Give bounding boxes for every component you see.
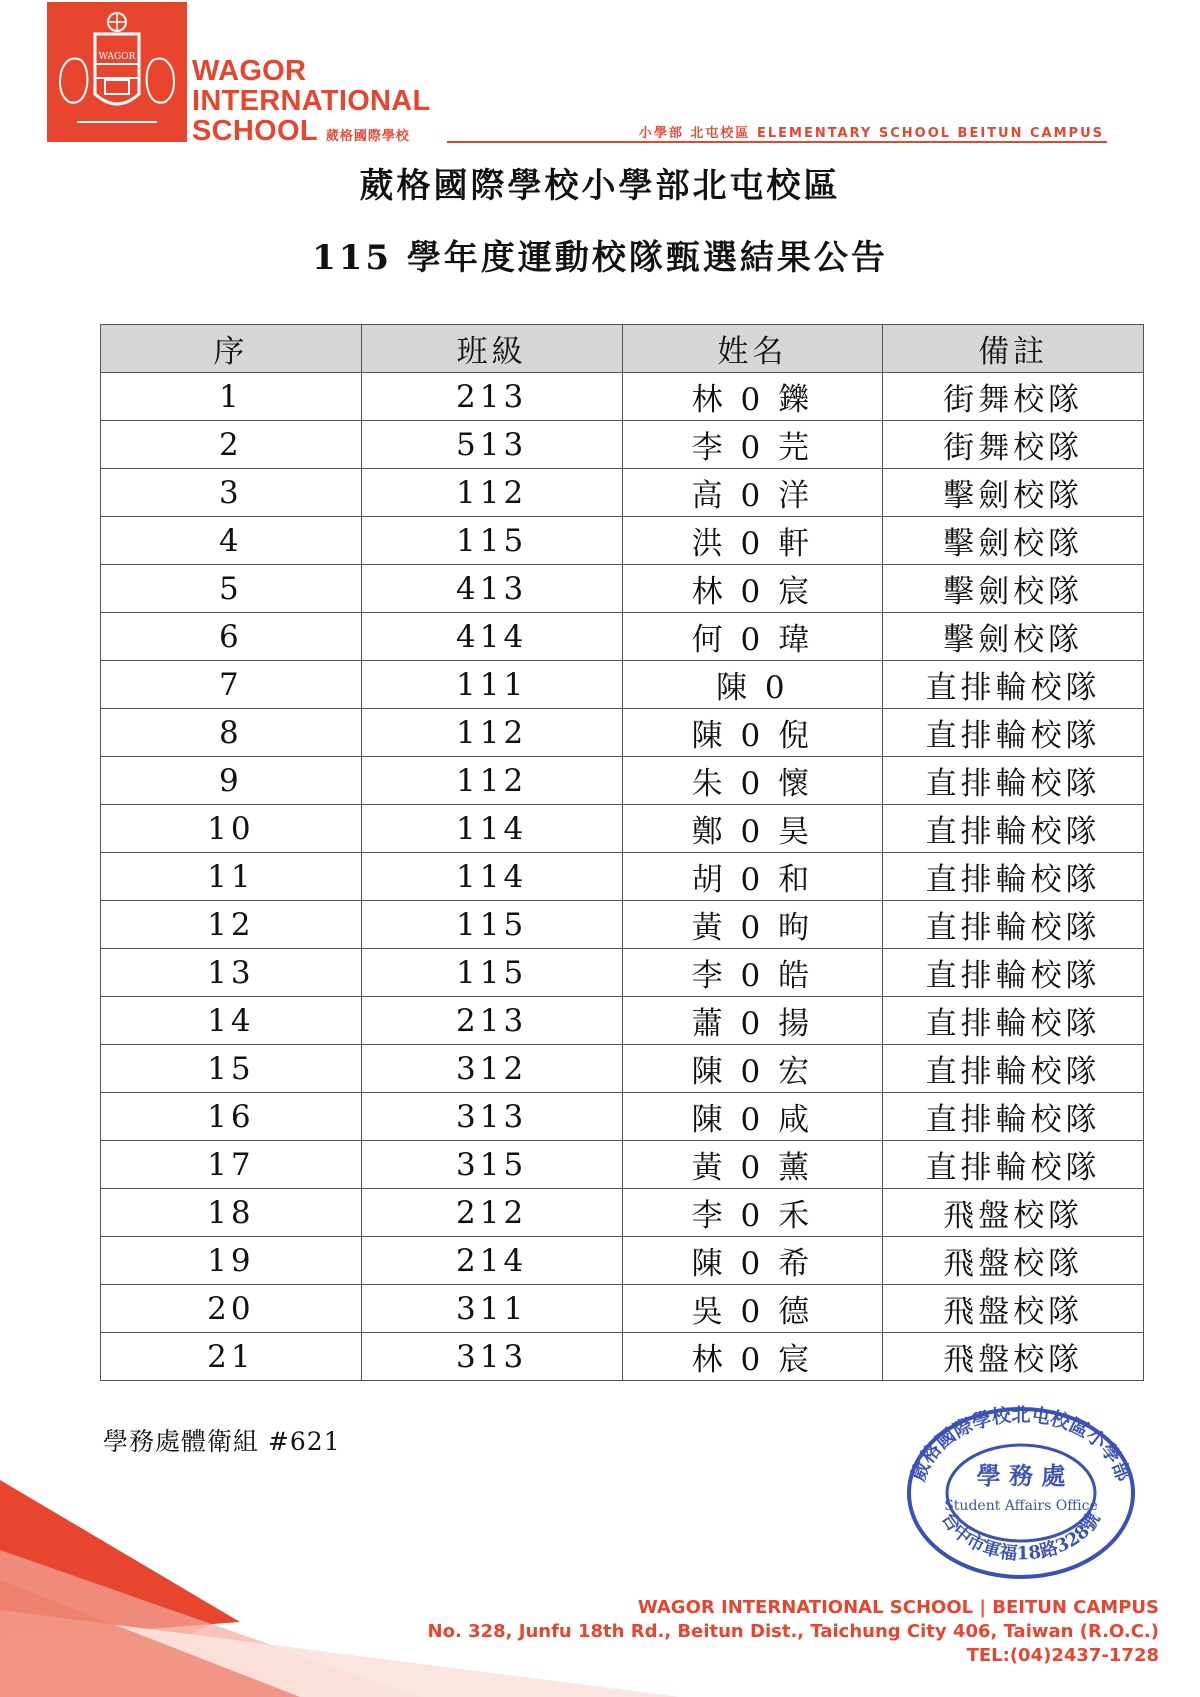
- table-row: [101, 949, 1144, 997]
- cell-seq: 6: [101, 613, 362, 661]
- table-row: [101, 757, 1144, 805]
- cell-seq: 3: [101, 469, 362, 517]
- logo-chinese-name: 葳格國際學校: [325, 128, 410, 143]
- cell-class: 114: [361, 805, 622, 853]
- cell-name: 林 0 宸: [622, 565, 883, 613]
- cell-name: 陳 0 倪: [622, 709, 883, 757]
- table-row: [101, 1333, 1144, 1381]
- cell-remark: 直排輪校隊: [883, 709, 1144, 757]
- cell-name: 黃 0 昫: [622, 901, 883, 949]
- table-body: [101, 373, 1144, 1381]
- table-row: [101, 1141, 1144, 1189]
- cell-remark: 直排輪校隊: [883, 853, 1144, 901]
- cell-seq: 2: [101, 421, 362, 469]
- cell-name: 陳 0 希: [622, 1237, 883, 1285]
- table-row: [101, 1189, 1144, 1237]
- logo-line-1: WAGOR: [192, 55, 307, 87]
- cell-class: 212: [361, 1189, 622, 1237]
- cell-remark: 直排輪校隊: [883, 1093, 1144, 1141]
- table-row: [101, 805, 1144, 853]
- cell-name: 朱 0 懷: [622, 757, 883, 805]
- cell-name: 胡 0 和: [622, 853, 883, 901]
- stamp-ring-text: 葳格國際學校北屯校區小學部: [907, 1404, 1135, 1485]
- results-table: [100, 324, 1144, 1381]
- cell-remark: 飛盤校隊: [883, 1285, 1144, 1333]
- column-header-remark: 備註: [883, 325, 1144, 373]
- cell-remark: 直排輪校隊: [883, 901, 1144, 949]
- cell-remark: 直排輪校隊: [883, 1141, 1144, 1189]
- cell-class: 213: [361, 997, 622, 1045]
- cell-class: 313: [361, 1333, 622, 1381]
- cell-seq: 19: [101, 1237, 362, 1285]
- cell-class: 312: [361, 1045, 622, 1093]
- document-subtitle: 115 學年度運動校隊甄選結果公告: [312, 238, 888, 278]
- cell-name: 洪 0 軒: [622, 517, 883, 565]
- cell-seq: 9: [101, 757, 362, 805]
- table-row: [101, 661, 1144, 709]
- stamp-subtitle: Student Affairs Office: [944, 1498, 1098, 1514]
- cell-name: 李 0 皓: [622, 949, 883, 997]
- column-header-class: 班級: [361, 325, 622, 373]
- cell-seq: 10: [101, 805, 362, 853]
- cell-remark: 擊劍校隊: [883, 469, 1144, 517]
- cell-seq: 16: [101, 1093, 362, 1141]
- cell-name: 陳 0: [622, 661, 883, 709]
- cell-remark: 街舞校隊: [883, 373, 1144, 421]
- table-row: [101, 373, 1144, 421]
- cell-name: 李 0 芫: [622, 421, 883, 469]
- cell-class: 111: [361, 661, 622, 709]
- cell-remark: 擊劍校隊: [883, 565, 1144, 613]
- footer-address-block: [428, 1596, 1159, 1668]
- cell-seq: 12: [101, 901, 362, 949]
- footer-phone: TEL:(04)2437-1728: [966, 1645, 1159, 1666]
- cell-class: 112: [361, 709, 622, 757]
- table-row: [101, 1045, 1144, 1093]
- table-row: [101, 421, 1144, 469]
- cell-seq: 18: [101, 1189, 362, 1237]
- logo-wordmark: [192, 56, 431, 151]
- column-header-name: 姓名: [622, 325, 883, 373]
- cell-name: 吳 0 德: [622, 1285, 883, 1333]
- cell-remark: 直排輪校隊: [883, 949, 1144, 997]
- table-row: [101, 997, 1144, 1045]
- cell-class: 112: [361, 757, 622, 805]
- cell-seq: 4: [101, 517, 362, 565]
- logo-line-3-row: [192, 116, 431, 151]
- cell-name: 蕭 0 揚: [622, 997, 883, 1045]
- logo-line-2: INTERNATIONAL: [192, 85, 431, 117]
- cell-class: 115: [361, 949, 622, 997]
- cell-class: 213: [361, 373, 622, 421]
- stamp-address-text: 台中市軍福18路328號: [937, 1508, 1105, 1565]
- cell-name: 何 0 瑋: [622, 613, 883, 661]
- cell-seq: 1: [101, 373, 362, 421]
- cell-remark: 直排輪校隊: [883, 805, 1144, 853]
- cell-name: 陳 0 咸: [622, 1093, 883, 1141]
- document-title: 葳格國際學校小學部北屯校區: [359, 166, 841, 206]
- cell-name: 陳 0 宏: [622, 1045, 883, 1093]
- cell-seq: 8: [101, 709, 362, 757]
- header-subtitle: 小學部 北屯校區 ELEMENTARY SCHOOL BEITUN CAMPUS: [638, 126, 1104, 141]
- table-header-row: [101, 325, 1144, 373]
- cell-name: 李 0 禾: [622, 1189, 883, 1237]
- cell-class: 115: [361, 901, 622, 949]
- cell-class: 112: [361, 469, 622, 517]
- table-row: [101, 853, 1144, 901]
- cell-seq: 11: [101, 853, 362, 901]
- crest-icon: [47, 2, 187, 142]
- svg-text:WAGOR: WAGOR: [98, 52, 136, 62]
- cell-name: 林 0 宸: [622, 1333, 883, 1381]
- cell-seq: 17: [101, 1141, 362, 1189]
- table-row: [101, 901, 1144, 949]
- cell-class: 413: [361, 565, 622, 613]
- footer-school-name: WAGOR INTERNATIONAL SCHOOL | BEITUN CAMPUS: [637, 1597, 1159, 1618]
- cell-remark: 直排輪校隊: [883, 1045, 1144, 1093]
- cell-name: 林 0 鑠: [622, 373, 883, 421]
- cell-class: 114: [361, 853, 622, 901]
- table-row: [101, 517, 1144, 565]
- cell-class: 115: [361, 517, 622, 565]
- cell-seq: 14: [101, 997, 362, 1045]
- cell-remark: 擊劍校隊: [883, 613, 1144, 661]
- office-label: 學務處體衛組 #621: [103, 1427, 341, 1456]
- cell-class: 313: [361, 1093, 622, 1141]
- column-header-seq: 序: [101, 325, 362, 373]
- cell-class: 214: [361, 1237, 622, 1285]
- cell-name: 黃 0 薰: [622, 1141, 883, 1189]
- table-row: [101, 565, 1144, 613]
- cell-name: 鄭 0 昊: [622, 805, 883, 853]
- cell-remark: 飛盤校隊: [883, 1237, 1144, 1285]
- cell-remark: 飛盤校隊: [883, 1333, 1144, 1381]
- logo-line-3: SCHOOL: [192, 115, 318, 147]
- cell-class: 311: [361, 1285, 622, 1333]
- cell-remark: 擊劍校隊: [883, 517, 1144, 565]
- table-row: [101, 613, 1144, 661]
- cell-class: 315: [361, 1141, 622, 1189]
- table-row: [101, 1285, 1144, 1333]
- table-row: [101, 1237, 1144, 1285]
- cell-seq: 15: [101, 1045, 362, 1093]
- cell-class: 414: [361, 613, 622, 661]
- cell-seq: 13: [101, 949, 362, 997]
- stamp-title: 學 務 處: [976, 1461, 1066, 1490]
- cell-name: 高 0 洋: [622, 469, 883, 517]
- cell-seq: 7: [101, 661, 362, 709]
- cell-remark: 直排輪校隊: [883, 757, 1144, 805]
- table-row: [101, 469, 1144, 517]
- cell-class: 513: [361, 421, 622, 469]
- cell-seq: 20: [101, 1285, 362, 1333]
- cell-remark: 飛盤校隊: [883, 1189, 1144, 1237]
- table-row: [101, 1093, 1144, 1141]
- header-divider: [447, 141, 1107, 143]
- cell-remark: 直排輪校隊: [883, 661, 1144, 709]
- table-row: [101, 709, 1144, 757]
- footer-address: No. 328, Junfu 18th Rd., Beitun Dist., Taichung City 406, Taiwan (R.O.C.): [427, 1621, 1159, 1642]
- cell-seq: 21: [101, 1333, 362, 1381]
- cell-remark: 直排輪校隊: [883, 997, 1144, 1045]
- cell-seq: 5: [101, 565, 362, 613]
- cell-remark: 街舞校隊: [883, 421, 1144, 469]
- school-logo-crest: [47, 2, 187, 142]
